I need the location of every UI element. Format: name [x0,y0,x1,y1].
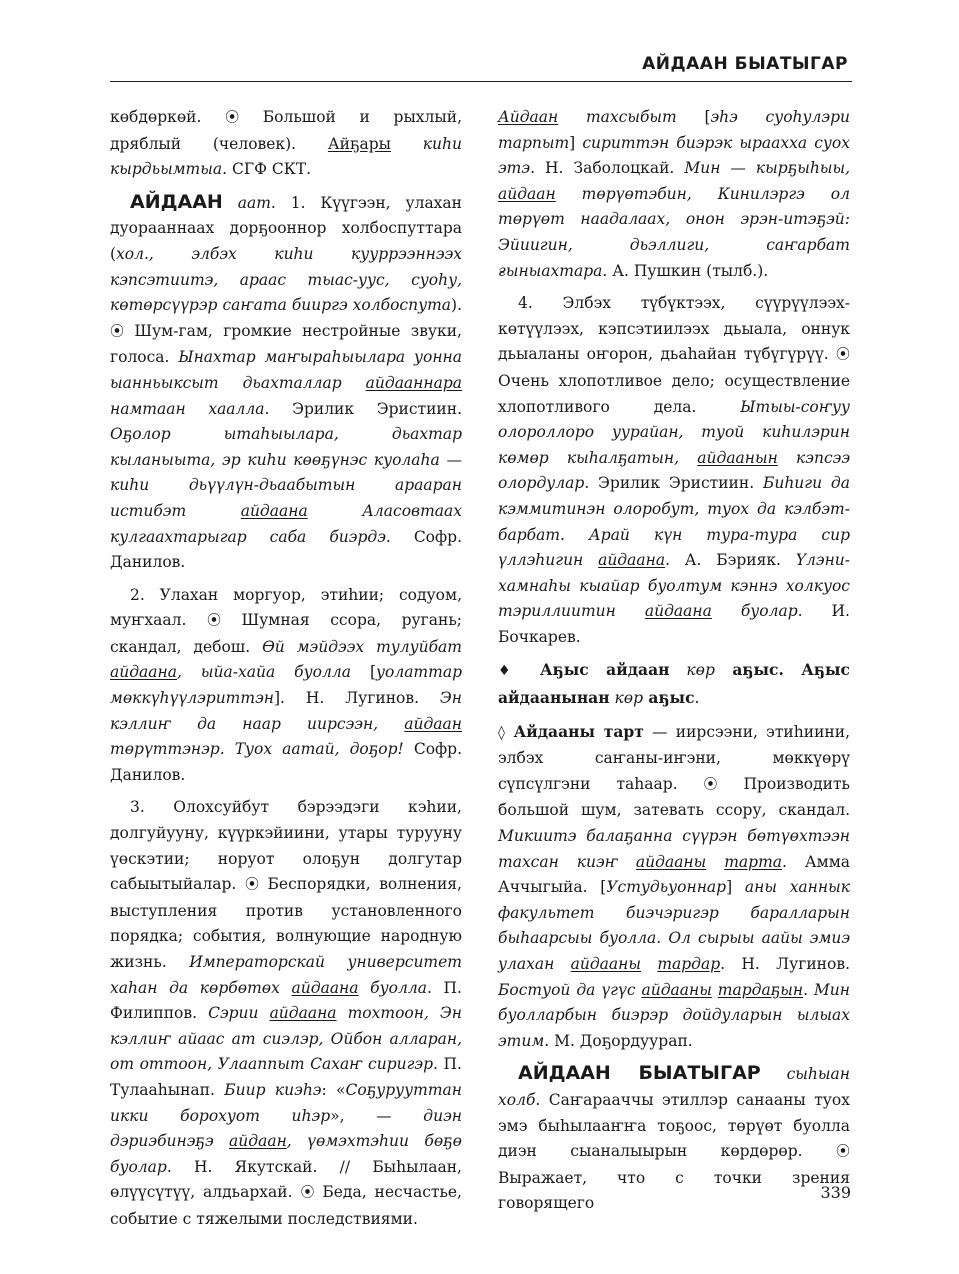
circle-dot-icon: ⦿ [110,323,124,340]
diamond-icon: ♦ [498,663,523,680]
circle-dot-icon: ⦿ [206,613,221,630]
entry-aidaan-byatygar: АЙДААН БЫАТЫГАР сыһыан холб. Саҥарааччы этиллэр санааны туох эмэ быһылааҥҥа тоҕоос, төрүөт буолла диэн сыаналыырын көрдөрөр. ⦿ Выражает, что с точки зрения говорящего [498,1062,850,1213]
circle-dot-icon: ⦿ [300,1185,315,1202]
paragraph-left-1: көбдөркөй. ⦿ Большой и рыхлый, дряблый (человек). Айҕары киһи кырдьымтыа. СГФ СКТ. [110,108,462,179]
entry-aidaan: АЙДААН аат. 1. Күүгээн, улахан дуорааннаах дорҕооннор холбоспуттара (хол., элбэх киһи кууррээннээх кэпсэтиитэ, араас тыас-уус, суоһу, көтөрсүүрэр саҥата бииргэ холбоспута). ⦿ Шум-гам, громкие нестройные звуки, голоса. Ынахтар маҥыраһыылара уонна ыанньыксыт дьахталлар айдааннара намтаан хаалла. Эрилик Эристиин. Оҕолор ытаһыылара, дьахтар кыланыыта, эр киһи көөҕүнэс куолаһа — киһи дьүүлүн-дьаабытын арааран истибэт айдаана Аласовтаах кулгаахтарыгар саба биэрдэ. Софр. Данилов. [110,190,462,572]
headword: АЙДААН БЫАТЫГАР [518,1062,761,1085]
running-header-title: АЙДААН БЫАТЫГАР [642,54,848,74]
sense-3: 3. Олохсуйбут бэрээдэги кэһии, долгуйууну, күүркэйиини, утары турууну үөскэтии; норуот олоҕун долгутар сабыытыйалар. ⦿ Беспорядки, волнения, выступления против установленного порядка; события, волнующие народную жизнь. Императорскай университет хаһан да көрбөтөх айдаана буолла. П. Филиппов. Сэрии айдаана тохтоон, Эн кэллиҥ айаас ат сиэлэр, Ойбон алларан, от оттоон, Улааппыт Сахаҥ сиригэр. П. Тулааһынап. Биир киэһэ: «Соҕурууттан икки борохуот иһэр», — диэн дэриэбинэҕэ айдаан, үөмэхтэһии бөҕө буолар. Н. Якутскай. // Быһылаан, өлүүсүтүү, алдьархай. ⦿ Беда, несчастье, событие с тяжелыми последствиями. [110,798,462,1228]
sense-2: 2. Улахан моргуор, этиһии; содуом, муҥхаал. ⦿ Шумная ссора, ругань; скандал, дебош. Өй мэйдээх тулуйбат айдаана, ыйа-хайа буолла [уолаттар мөккүһүүлэриттэн]. Н. Лугинов. Эн кэллиҥ да наар иирсээн, айдаан төрүттэнэр. Туох аатай, доҕор! Софр. Данилов. [110,585,463,784]
circle-dot-icon: ⦿ [244,877,259,894]
circle-dot-icon: ⦿ [836,347,850,364]
running-header [110,54,852,84]
circle-dot-icon: ⦿ [225,110,240,126]
page-number: 339 [820,1183,851,1202]
sense-4: 4. Элбэх түбүктээх, сүүрүүлээх-көтүүлээх, кэпсэтиилээх дьыала, оннук дьыаланы оҥорон, дьаһайан түбүгүрүү. ⦿ Очень хлопотливое дело; осуществление хлопотливого дела. Ытыы-соҥуу олороллоро уурайан, туой киһилэрин көмөр кыһалҕатын, айдаанын кэпсээ олордулар. Эрилик Эристиин. Биһиги да кэммитинэн олоробут, туох да кэлбэт-барбат. Арай күн тура-тура сир үллэһигин айдаана. А. Бэрияк. Үлэни-хамнаһы кыайар буолтум кэннэ холкуос тэриллиитин айдаана буолар. И. Бочкарев. [498,294,851,646]
hollow-diamond-icon: ◊ [498,724,505,741]
right-column [498,105,850,1224]
idiom-aidaany-tart: ◊ Айдааны тарт — иирсээни, этиһиини, элбэх саҥаны-иҥэни, мөккүөрү сүпсүлгэни таһаар. ⦿ Производить большой шум, затевать ссору, скандал. Микиитэ балаҕанна сүүрэн бөтүөхтээн тахсан киэҥ айдааны тарта. Амма Аччыгыйа. [Устудьуоннар] аны ханнык факультет биэчэригэр баралларын быһаарсыы буолла. Ол сырыы аайы эмиэ улахан айдааны тардар. Н. Лугинов. Бостуой да үгүс айдааны тардаҕын. Мин буолларбын биэрэр дойдуларын ылыах этим. М. Доҕордуурап. [498,721,851,1050]
paragraph-right-1: Айдаан тахсыбыт [эһэ суоһулэри тарпыт] сириттэн биэрэк ыраахха суох этэ. Н. Заболоцкай. Мин — кырҕыһыы, айдаан төрүөтэбин, Кинилэргэ ол төрүөт наадалаах, онон эрэн-итэҕэй: Эйиигин, дьэллиги, саҥарбат ғыныахтара. А. Пушкин (тылб.). [498,108,851,280]
header-rule [110,81,852,82]
phrase-agys-aidaan: ♦ Аҕыс айдаан көр аҕыс. Аҕыс айдаанынан көр аҕыс. [498,660,850,708]
headword: АЙДААН [130,190,223,213]
left-column [110,105,462,1240]
circle-dot-icon: ⦿ [703,776,718,793]
circle-dot-icon: ⦿ [836,1144,850,1161]
